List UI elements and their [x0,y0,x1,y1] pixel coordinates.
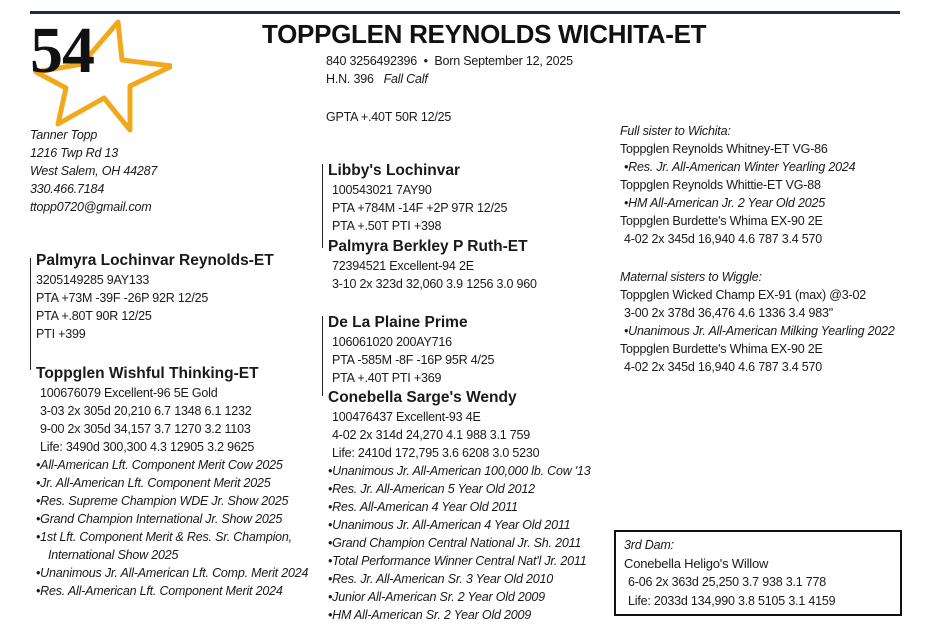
dam-honor: International Show 2025 [48,548,179,562]
dam-dam-name: Conebella Sarge's Wendy [328,389,517,406]
full-sister-heading: Full sister to Wichita: [620,124,731,138]
full-sister-line: 4-02 2x 345d 16,940 4.6 787 3.4 570 [624,232,823,246]
consignor-email: ttopp0720@gmail.com [30,200,152,214]
sire-line: PTI +399 [36,327,86,341]
maternal-sister-line: Toppglen Wicked Champ EX-91 (max) @3-02 [620,288,866,302]
sire-name: Palmyra Lochinvar Reynolds-ET [36,252,274,269]
dam-line: 9-00 2x 305d 34,157 3.7 1270 3.2 1103 [40,422,251,436]
dam-dam-honor: •Junior All-American Sr. 2 Year Old 2009 [328,590,545,604]
pedigree-bracket [322,164,323,248]
dam-sire-name: De La Plaine Prime [328,314,468,331]
sire-line: 3205149285 9AY133 [36,273,150,287]
dam-line: 3-03 2x 305d 20,210 6.7 1348 6.1 1232 [40,404,252,418]
dam-honor: •Unanimous Jr. All-American Lft. Comp. Merit 2024 [36,566,309,580]
dam-honor: •Res. Supreme Champion WDE Jr. Show 2025 [36,494,289,508]
dam-dam-block [328,387,591,624]
herd-number: H.N. 396 [326,72,374,86]
sire-dam-line: 72394521 Excellent-94 2E [332,259,474,273]
dam-honor: •Grand Champion International Jr. Show 2025 [36,512,283,526]
pedigree-bracket [322,316,323,396]
dam-sire-line: 106061020 200AY716 [332,335,452,349]
pedigree-bracket [30,258,31,370]
sire-line: PTA +.80T 90R 12/25 [36,309,152,323]
dam-dam-line: Life: 2410d 172,795 3.6 6208 3.0 5230 [332,446,540,460]
dam-block [36,363,308,600]
full-sister-line: Toppglen Reynolds Whitney-ET VG-86 [620,142,828,156]
dam-dam-line: 100476437 Excellent-93 4E [332,410,481,424]
dam-dam-honor: •Grand Champion Central National Jr. Sh. 2011 [328,536,582,550]
maternal-sisters-block [620,268,895,376]
sire-dam-block [328,236,537,293]
third-dam-box [614,530,902,616]
dam-dam-honor: •Unanimous Jr. All-American 100,000 lb. Cow '13 [328,464,591,478]
dam-line: Life: 3490d 300,300 4.3 12905 3.2 9625 [40,440,255,454]
dam-dam-honor: •Res. Jr. All-American 5 Year Old 2012 [328,482,535,496]
dam-honor: •Res. All-American Lft. Component Merit 2024 [36,584,283,598]
sire-sire-line: PTA +784M -14F +2P 97R 12/25 [332,201,508,215]
third-dam-line: Life: 2033d 134,990 3.8 5105 3.1 4159 [628,594,836,608]
consignor-block [30,126,157,216]
dam-dam-honor: •Res. Jr. All-American Sr. 3 Year Old 2010 [328,572,554,586]
sire-sire-name: Libby's Lochinvar [328,162,461,179]
third-dam-name: Conebella Heligo's Willow [624,556,769,571]
dam-dam-honor: •HM All-American Sr. 2 Year Old 2009 [328,608,532,622]
dam-honor: •Jr. All-American Lft. Component Merit 2025 [36,476,271,490]
consignor-name: Tanner Topp [30,128,98,142]
gpta: GPTA +.40T 50R 12/25 [326,110,452,124]
hn-line [326,70,428,88]
dam-dam-honor: •Total Performance Winner Central Nat'l Jr. 2011 [328,554,587,568]
sire-line: PTA +73M -39F -26P 92R 12/25 [36,291,209,305]
maternal-sister-line: 3-00 2x 378d 36,476 4.6 1336 3.4 983" [624,306,834,320]
dam-dam-line: 4-02 2x 314d 24,270 4.1 988 3.1 759 [332,428,531,442]
full-sister-line: Toppglen Burdette's Whima EX-90 2E [620,214,823,228]
full-sister-line: •Res. Jr. All-American Winter Yearling 2024 [624,160,856,174]
dam-dam-honor: •Res. All-American 4 Year Old 2011 [328,500,518,514]
birth-date: Born September 12, 2025 [434,54,573,68]
registration-born: 840 3256492396 • Born September 12, 2025 [326,54,573,68]
maternal-sisters-heading: Maternal sisters to Wiggle: [620,270,762,284]
consignor-address1: 1216 Twp Rd 13 [30,146,118,160]
consignor-phone: 330.466.7184 [30,182,105,196]
dam-name: Toppglen Wishful Thinking-ET [36,365,259,382]
dam-sire-line: PTA +.40T PTI +369 [332,371,442,385]
maternal-sister-line: Toppglen Burdette's Whima EX-90 2E [620,342,823,356]
dam-line: 100676079 Excellent-96 5E Gold [40,386,218,400]
dam-sire-block [328,312,494,387]
page-title: TOPPGLEN REYNOLDS WICHITA-ET [262,19,707,49]
sire-sire-line: PTA +.50T PTI +398 [332,219,442,233]
third-dam-heading: 3rd Dam: [624,538,674,552]
lot-number: 54 [30,14,94,87]
dam-honor: •All-American Lft. Component Merit Cow 2025 [36,458,283,472]
full-sister-line: •HM All-American Jr. 2 Year Old 2025 [624,196,825,210]
dam-sire-line: PTA -585M -8F -16P 95R 4/25 [332,353,495,367]
sire-sire-line: 100543021 7AY90 [332,183,432,197]
third-dam-line: 6-06 2x 363d 25,250 3.7 938 3.1 778 [628,575,827,589]
dam-honor: •1st Lft. Component Merit & Res. Sr. Champion, [36,530,292,544]
sire-sire-block [328,160,507,235]
full-sister-block [620,122,855,248]
full-sister-line: Toppglen Reynolds Whittie-ET VG-88 [620,178,821,192]
consignor-address2: West Salem, OH 44287 [30,164,158,178]
dam-dam-honor: •Unanimous Jr. All-American 4 Year Old 2011 [328,518,571,532]
sire-dam-line: 3-10 2x 323d 32,060 3.9 1256 3.0 960 [332,277,537,291]
maternal-sister-line: •Unanimous Jr. All-American Milking Yearling 2022 [624,324,895,338]
calf-class: Fall Calf [383,72,428,86]
sire-dam-name: Palmyra Berkley P Ruth-ET [328,238,528,255]
maternal-sister-line: 4-02 2x 345d 16,940 4.6 787 3.4 570 [624,360,823,374]
registration-number: 840 3256492396 [326,54,418,68]
sire-block [36,250,274,343]
